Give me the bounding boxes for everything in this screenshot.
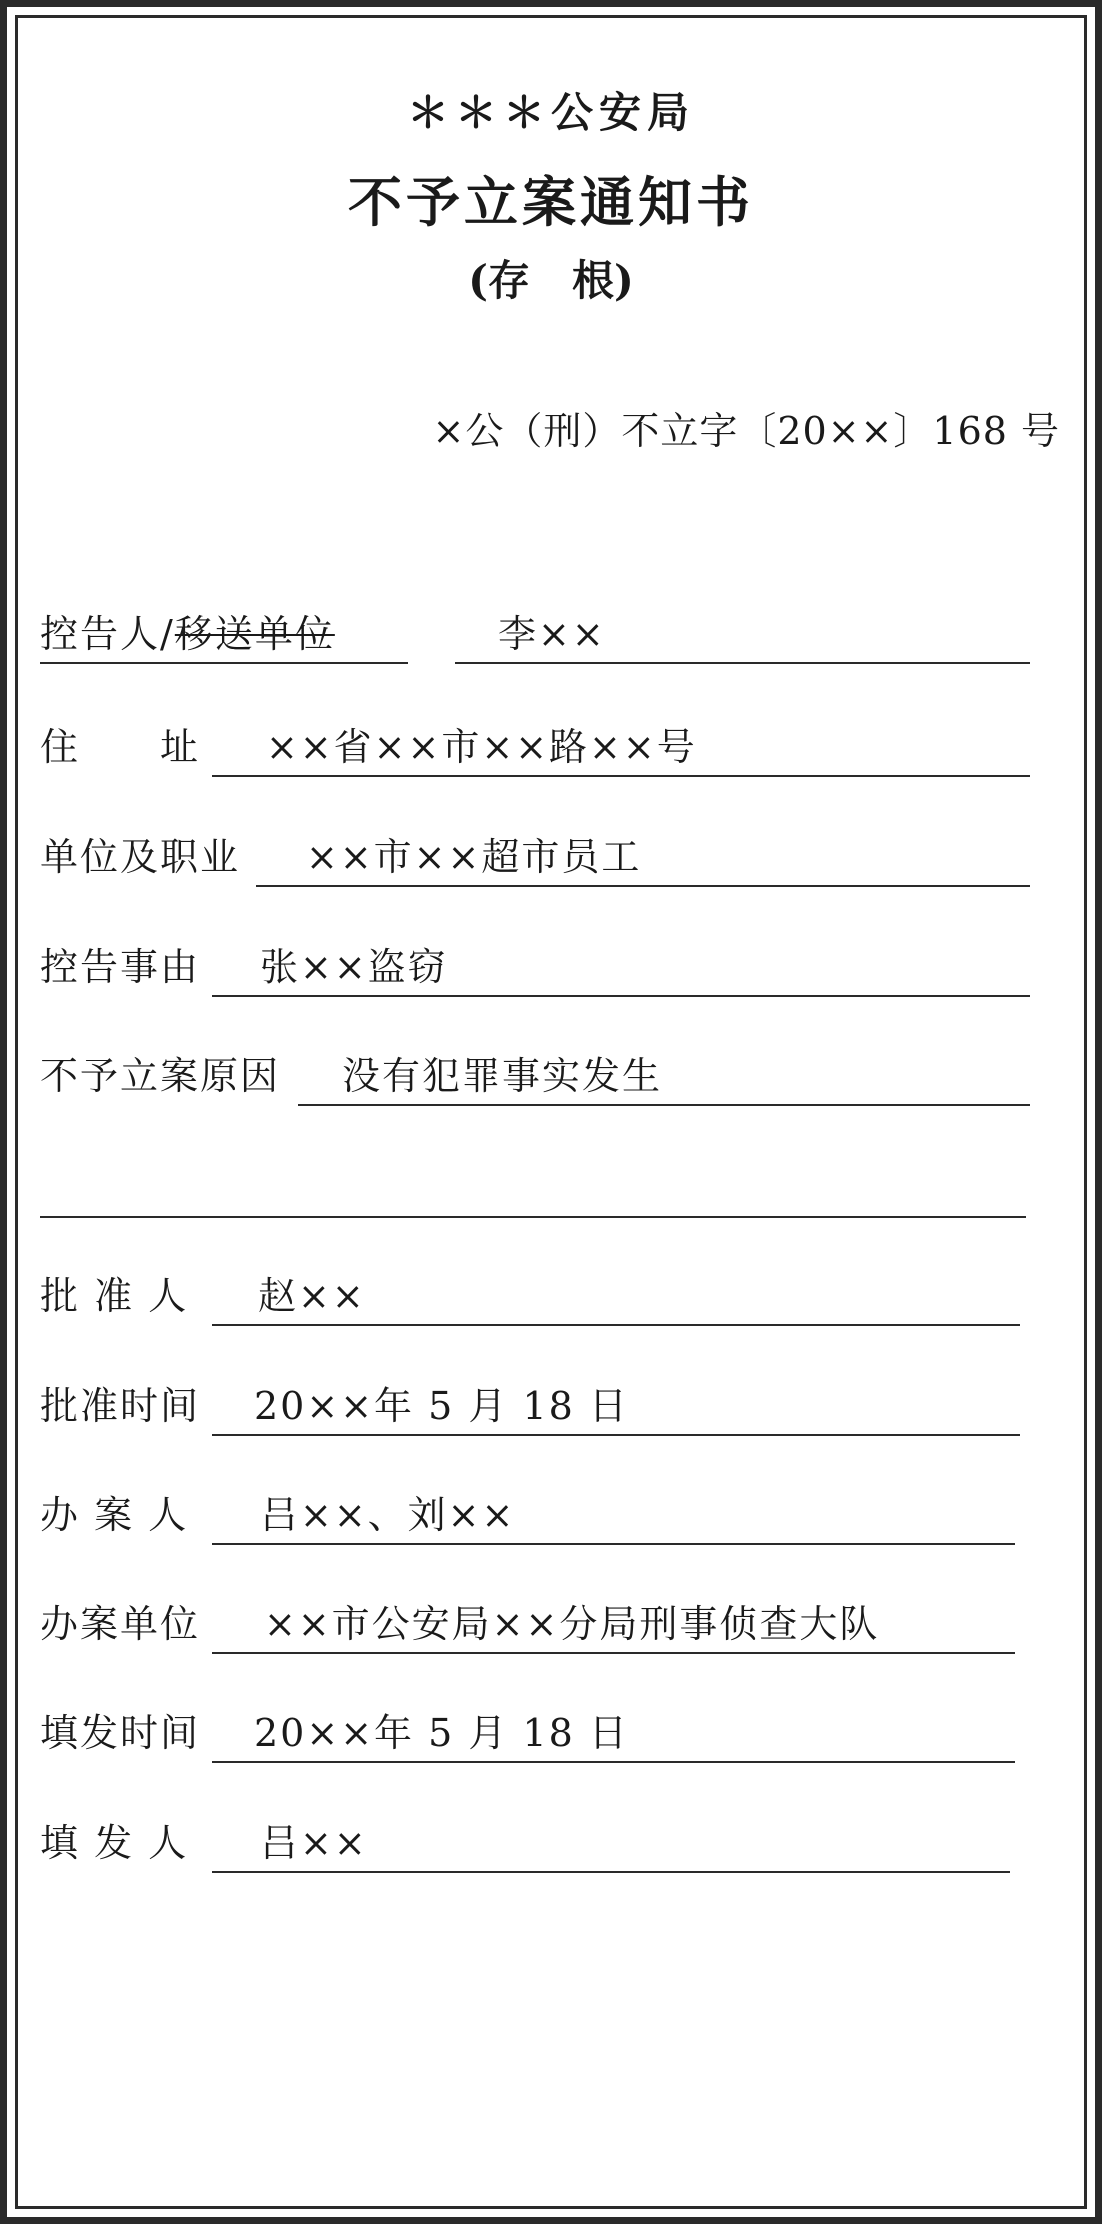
field-label: 填 发 人 (40, 1821, 189, 1865)
value-underline (212, 1652, 1015, 1654)
field-value: 20××年 5 月 18 日 (254, 1711, 629, 1755)
value-underline (455, 662, 1030, 664)
value-underline (212, 1324, 1020, 1326)
field-handling-unit (40, 1594, 1015, 1654)
field-label: 办案单位 (40, 1602, 201, 1646)
field-value: ××市公安局××分局刑事侦查大队 (264, 1602, 880, 1646)
value-underline (212, 1871, 1010, 1873)
field-label: 单位及职业 (40, 835, 241, 879)
field-value: 吕××、刘×× (260, 1493, 516, 1537)
value-underline (212, 995, 1030, 997)
field-value: ××省××市××路××号 (266, 725, 697, 769)
field-value: 20××年 5 月 18 日 (254, 1384, 629, 1428)
label-struck: 移送单位 (174, 612, 335, 656)
document-title: 不予立案通知书 (348, 170, 754, 234)
label-prefix: 控告人/ (40, 612, 175, 656)
field-approver (40, 1266, 1020, 1326)
field-label: 填发时间 (40, 1711, 201, 1755)
field-value: 吕×× (260, 1821, 368, 1865)
document-number: ×公（刑）不立字〔20××〕168 号 (432, 409, 1060, 453)
value-underline (298, 1104, 1030, 1106)
agency-name: ＊＊＊公安局 (406, 88, 695, 137)
field-address (40, 717, 1030, 777)
field-reason-not-filed (40, 1046, 1030, 1106)
field-reason-of-complaint (40, 937, 1030, 997)
field-label: 办 案 人 (40, 1493, 189, 1537)
field-value: 张××盗窃 (260, 945, 448, 989)
field-value: 赵×× (258, 1274, 366, 1318)
value-underline (212, 1543, 1015, 1545)
value-underline (212, 1761, 1015, 1763)
field-label: 不予立案原因 (40, 1054, 281, 1098)
value-underline (212, 1434, 1020, 1436)
field-employer (40, 827, 1030, 887)
value-underline (212, 775, 1030, 777)
field-label: 批 准 人 (40, 1274, 189, 1318)
blank-line (40, 1216, 1026, 1218)
value-underline (256, 885, 1030, 887)
field-issue-time (40, 1703, 1015, 1763)
field-value: 李×× (498, 612, 606, 656)
field-handler (40, 1485, 1015, 1545)
field-label: 住 址 (40, 725, 201, 769)
field-label: 控告事由 (40, 945, 201, 989)
stub-label: (存 根) (468, 256, 634, 305)
field-issuer (40, 1813, 1010, 1873)
field-value: ××市××超市员工 (306, 835, 642, 879)
field-complainant (40, 604, 1030, 664)
inner-border (15, 15, 1087, 2209)
field-label (40, 603, 335, 658)
field-label: 批准时间 (40, 1384, 201, 1428)
field-approval-time (40, 1376, 1020, 1436)
label-underline (40, 662, 408, 664)
field-value: 没有犯罪事实发生 (342, 1054, 663, 1098)
